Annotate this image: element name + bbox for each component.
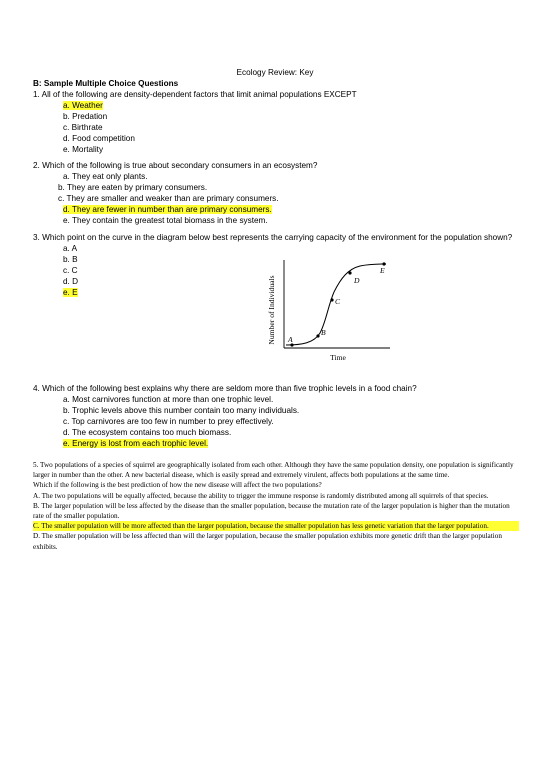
question-2-options [58, 171, 519, 226]
question-1-option-e: e. Mortality [63, 145, 104, 154]
question-3-option-a: a. A [63, 244, 78, 253]
question-5-prompt: Which if the following is the best prediction of how the new disease will affect the two populations? [33, 481, 322, 490]
question-5 [33, 460, 519, 552]
point-a-label: A [288, 335, 293, 344]
logistic-growth-graph [262, 256, 392, 366]
question-1-option-d: d. Food competition [63, 134, 135, 143]
question-1-options [63, 100, 519, 155]
question-5-option-d: D. The smaller population will be less affected than will the larger population, because the smaller population exhibits more genetic drift than the larger population exhibits. [33, 532, 502, 551]
question-2-option-c: c. They are smaller and weaker than are primary consumers. [58, 194, 279, 203]
point-b-marker [316, 334, 319, 337]
question-3-option-b: b. B [63, 255, 78, 264]
question-1 [33, 89, 519, 155]
question-5-option-a: A. The two populations will be equally affected, because the ability to trigger the immune response is randomly distributed among all squirrels of that species. [33, 491, 489, 500]
point-c-marker [330, 298, 333, 301]
question-2-option-e: e. They contain the greatest total biomass in the system. [63, 216, 268, 225]
question-2-option-a: a. They eat only plants. [63, 172, 148, 181]
question-2 [33, 160, 519, 226]
question-2-option-b: b. They are eaten by primary consumers. [58, 183, 208, 192]
question-4-option-c: c. Top carnivores are too few in number to prey effectively. [63, 417, 274, 426]
question-4-option-a: a. Most carnivores function at more than one trophic level. [63, 395, 274, 404]
point-d-label: D [354, 276, 360, 285]
question-2-stem: 2. Which of the following is true about secondary consumers in an ecosystem? [33, 161, 318, 170]
question-5-stem: 5. Two populations of a species of squirrel are geographically isolated from each other. Although they have the same population density, one population is significantly larger in number than the other. A new bacterial disease, which is easily spread and extremely virulent, affects both populations at the same time. [33, 461, 514, 480]
graph-y-axis-label: Number of Individuals [267, 275, 276, 345]
question-4 [33, 383, 519, 449]
question-5-option-b: B. The larger population will be less affected by the disease than the smaller population, because the mutation rate of the larger population is higher than the mutation rate of the smaller population. [33, 501, 510, 521]
point-c-label: C [335, 297, 341, 306]
question-4-stem: 4. Which of the following best explains why there are seldom more than five trophic levels in a food chain? [33, 384, 417, 393]
point-e-label: E [380, 266, 385, 275]
question-1-option-c: c. Birthrate [63, 123, 103, 132]
question-3-option-c: c. C [63, 266, 78, 275]
graph-x-axis-label: Time [330, 353, 346, 362]
point-d-marker [348, 271, 351, 274]
question-3-option-e: e. E [63, 288, 78, 297]
section-heading: B: Sample Multiple Choice Questions [33, 79, 179, 88]
question-5-option-c: C. The smaller population will be more affected than the larger population, because the smaller population has less genetic variation that the larger population. [33, 521, 519, 531]
point-b-label: B [321, 328, 326, 337]
question-4-option-b: b. Trophic levels above this number contain too many individuals. [63, 406, 300, 415]
question-2-option-d: d. They are fewer in number than are primary consumers. [63, 205, 272, 214]
question-4-option-d: d. The ecosystem contains too much biomass. [63, 428, 232, 437]
question-1-option-a: a. Weather [63, 101, 103, 110]
question-1-stem: 1. All of the following are density-dependent factors that limit animal populations EXCEPT [33, 90, 357, 99]
question-3-option-d: d. D [63, 277, 79, 286]
question-4-option-e: e. Energy is lost from each trophic level. [63, 439, 209, 448]
question-3-stem: 3. Which point on the curve in the diagram below best represents the carrying capacity of the environment for the population shown? [33, 233, 513, 242]
page-title: Ecology Review: Key [236, 68, 314, 77]
question-4-options [63, 394, 519, 449]
question-1-option-b: b. Predation [63, 112, 108, 121]
